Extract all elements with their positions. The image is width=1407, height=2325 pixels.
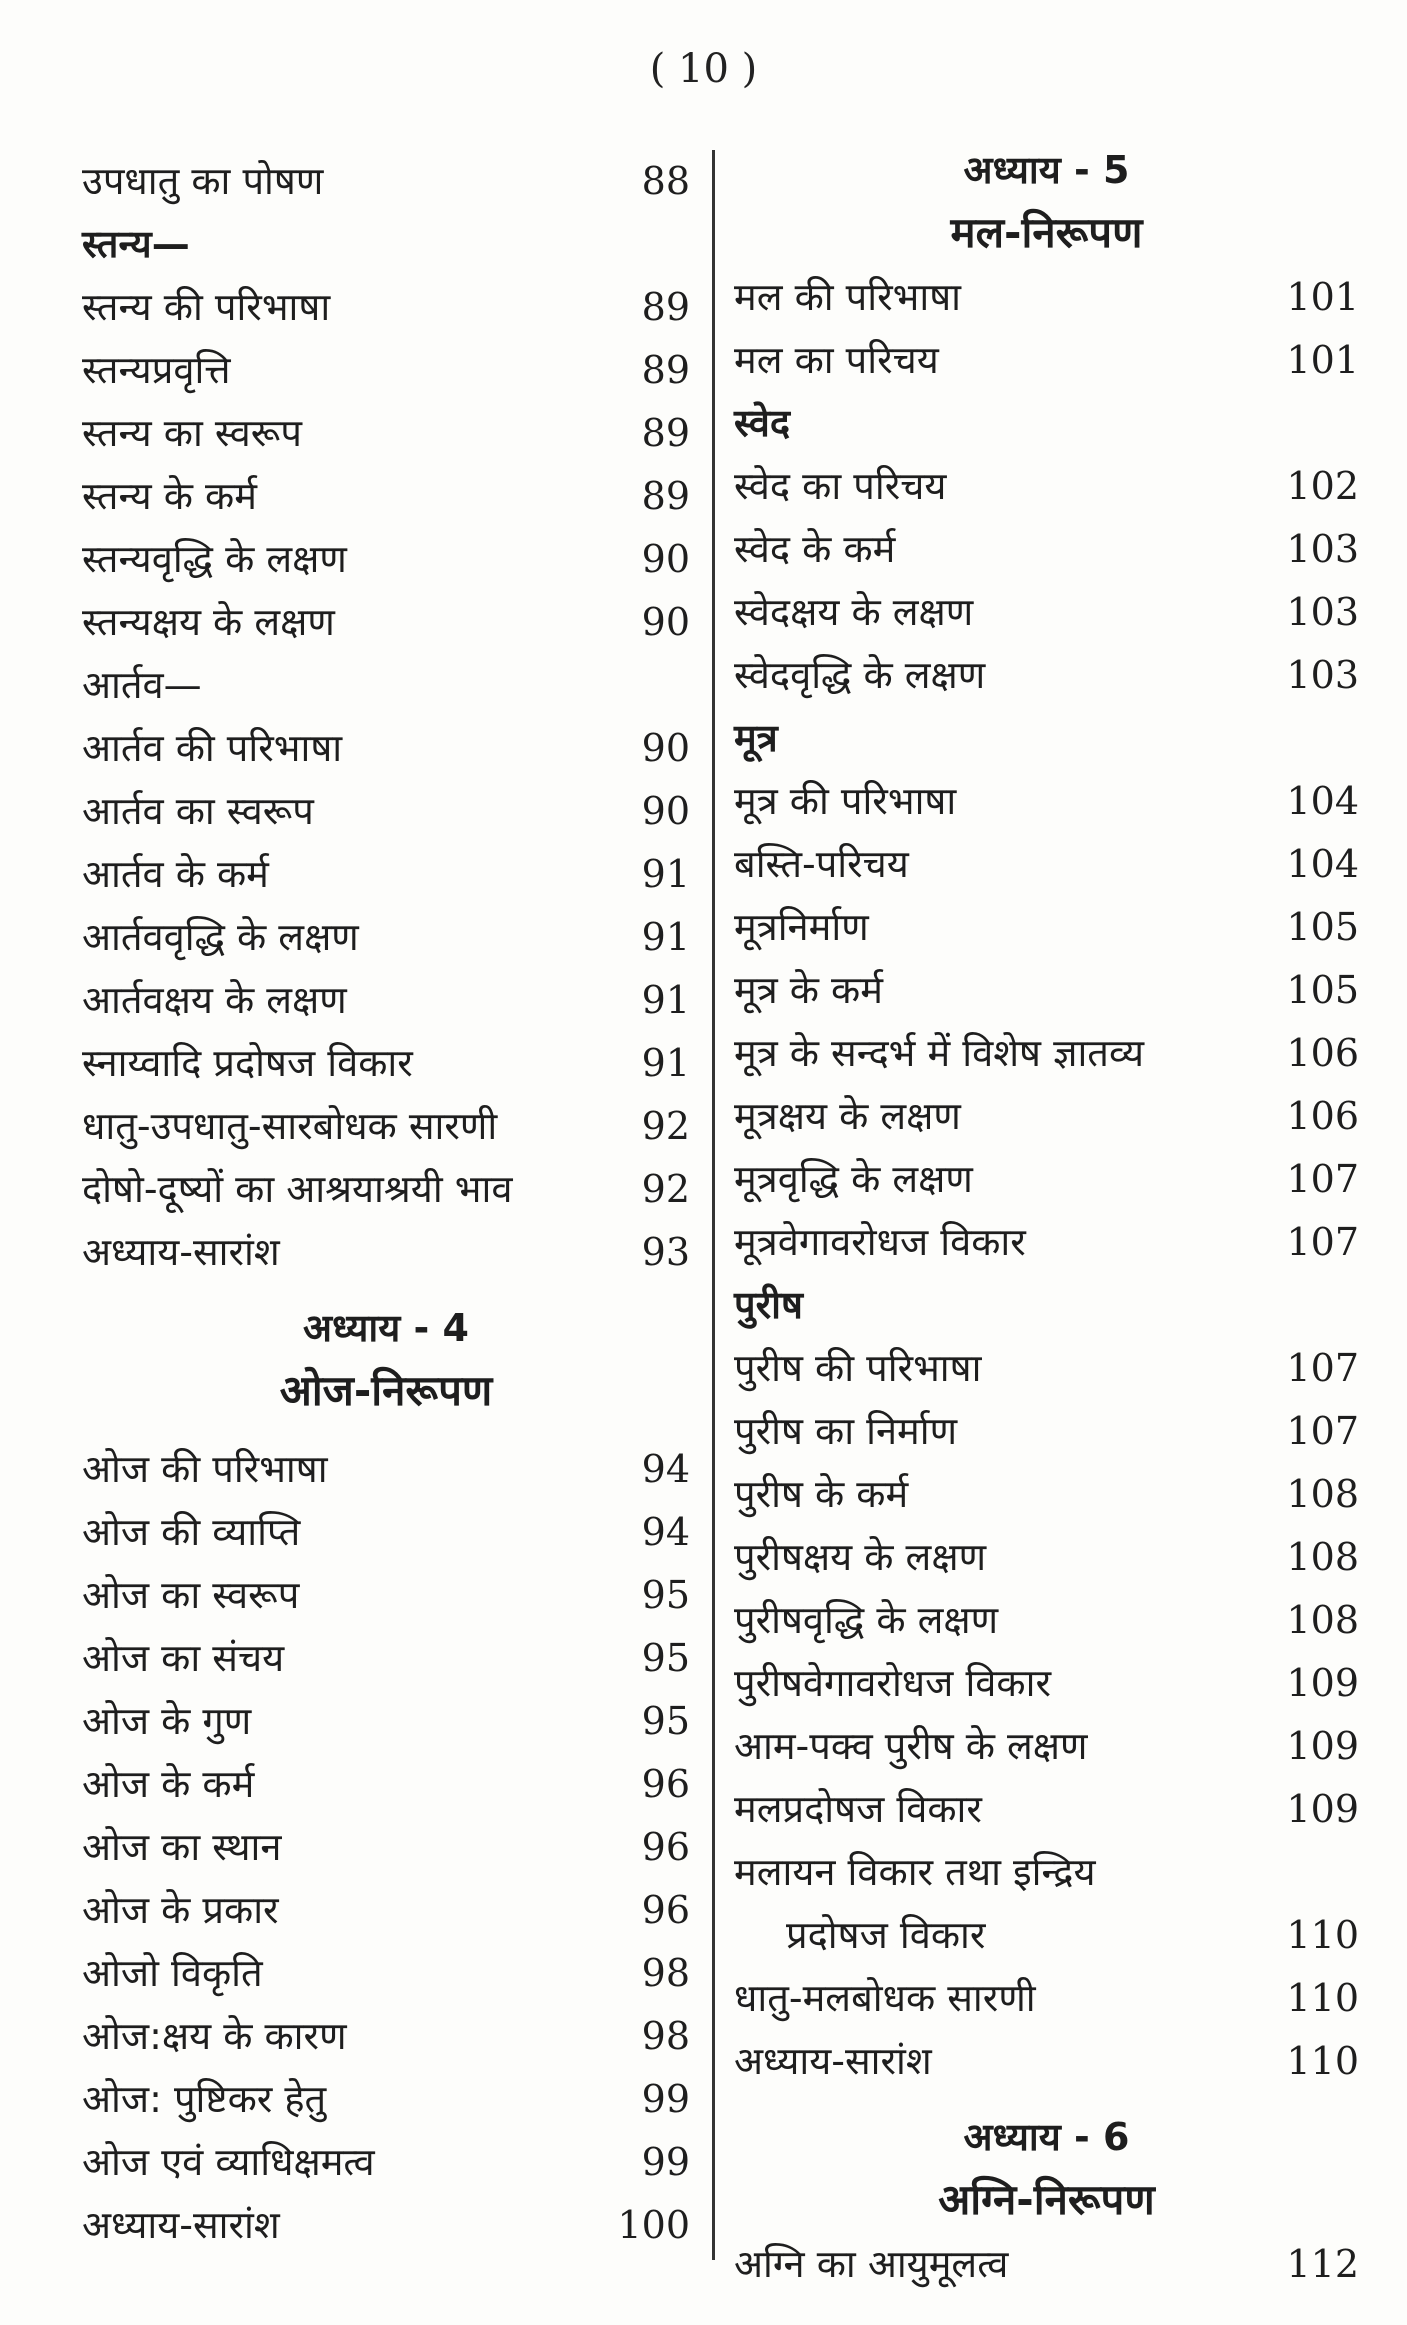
toc-entry [734,1652,1359,1715]
toc-entry-page: 92 [641,1104,690,1148]
toc-entry-label: स्तन्यवृद्धि के लक्षण [82,537,347,581]
toc-entry-label: दोषो-दूष्यों का आश्रयाश्रयी भाव [82,1167,513,1211]
chapter-title: मल-निरूपण [950,208,1143,257]
toc-entry-page: 94 [641,1447,690,1491]
toc-entry [82,906,690,969]
toc-entry-page: 91 [641,978,690,1022]
toc-entry-label: ओज का स्वरूप [82,1573,300,1617]
toc-entry-label: मूत्रनिर्माण [734,905,869,949]
toc-entry [734,329,1359,392]
toc-entry [734,1463,1359,1526]
toc-entry [734,770,1359,833]
toc-entry [734,2233,1359,2296]
toc-entry [734,1211,1359,1274]
toc-group [82,1438,690,2257]
toc-entry-page: 112 [1286,2242,1359,2286]
toc-entry-label: आर्तव का स्वरूप [82,789,314,833]
toc-entry [82,591,690,654]
toc-entry [734,2030,1359,2093]
toc-entry-label: मूत्रक्षय के लक्षण [734,1094,961,1138]
toc-entry [82,339,690,402]
toc-entry-page: 90 [641,600,690,644]
toc-entry-label: ओज: पुष्टिकर हेतु [82,2077,327,2121]
toc-entry-label: मल का परिचय [734,338,939,382]
toc-entry-label: ओजो विकृति [82,1951,263,1995]
toc-entry-page: 110 [1286,2039,1359,2083]
toc-entry [734,518,1359,581]
toc-entry [82,2131,690,2194]
toc-entry-page: 106 [1286,1094,1359,1138]
toc-entry-page: 89 [641,285,690,329]
chapter-heading: अध्याय - 5 [963,148,1130,192]
toc-entry-label: मूत्र की परिभाषा [734,779,957,823]
toc-left-column [82,150,690,2257]
toc-entry-page: 94 [641,1510,690,1554]
toc-entry-page: 95 [641,1573,690,1617]
toc-group [734,266,1359,392]
toc-entry-label: स्वेद का परिचय [734,464,947,508]
toc-entry [82,969,690,1032]
toc-entry-label: मलायन विकार तथा इन्द्रिय [734,1850,1096,1894]
toc-entry-label: मूत्रवृद्धि के लक्षण [734,1157,973,1201]
toc-entry-page: 105 [1286,905,1359,949]
toc-entry [82,1942,690,2005]
toc-entry-label: स्वेद के कर्म [734,527,896,571]
toc-right-column [734,140,1359,2296]
toc-entry [734,266,1359,329]
toc-entry-page: 108 [1286,1535,1359,1579]
toc-entry-page: 108 [1286,1598,1359,1642]
toc-group [734,2233,1359,2296]
toc-entry-page: 106 [1286,1031,1359,1075]
toc-entry-label: स्तन्य की परिभाषा [82,285,331,329]
toc-entry-page: 99 [641,2077,690,2121]
toc-entry-page: 110 [1286,1976,1359,2020]
toc-entry-label: पुरीषवेगावरोधज विकार [734,1661,1051,1705]
toc-entry [734,1148,1359,1211]
toc-entry [82,150,690,213]
toc-entry-page: 96 [641,1762,690,1806]
toc-entry-page: 103 [1286,527,1359,571]
toc-entry [82,1095,690,1158]
toc-entry [734,1715,1359,1778]
toc-entry-label: प्रदोषज विकार [786,1913,986,1957]
toc-entry [734,581,1359,644]
toc-entry [82,1221,690,1284]
toc-entry-label: स्नाय्वादि प्रदोषज विकार [82,1041,413,1085]
toc-entry [734,1841,1359,1904]
toc-entry-page: 91 [641,915,690,959]
chapter-title: अग्नि-निरूपण [938,2175,1155,2224]
toc-entry [82,276,690,339]
toc-entry-label: पुरीषक्षय के लक्षण [734,1535,987,1579]
toc-entry-label: मूत्र के कर्म [734,968,883,1012]
toc-entry [82,2068,690,2131]
toc-entry-page: 89 [641,411,690,455]
toc-entry-page: 100 [617,2203,690,2247]
toc-entry [82,1879,690,1942]
toc-entry-page: 101 [1286,275,1359,319]
toc-entry-page: 108 [1286,1472,1359,1516]
toc-entry-page: 107 [1286,1346,1359,1390]
toc-entry [734,1337,1359,1400]
toc-entry [734,1967,1359,2030]
toc-group [734,770,1359,1274]
toc-entry-label: पुरीषवृद्धि के लक्षण [734,1598,999,1642]
toc-entry [734,833,1359,896]
toc-entry-label: ओज:क्षय के कारण [82,2014,347,2058]
chapter-heading: अध्याय - 4 [303,1306,469,1350]
toc-entry-label: बस्ति-परिचय [734,842,909,886]
toc-group [82,717,690,1284]
toc-entry [82,1753,690,1816]
toc-entry-label: स्तन्यप्रवृत्ति [82,348,231,392]
toc-entry-page: 99 [641,2140,690,2184]
toc-entry-page: 103 [1286,653,1359,697]
toc-entry [734,1400,1359,1463]
toc-entry-page: 109 [1286,1724,1359,1768]
toc-entry-page: 89 [641,474,690,518]
toc-entry [82,1564,690,1627]
toc-entry-label: मूत्र के सन्दर्भ में विशेष ज्ञातव्य [734,1031,1144,1075]
toc-entry [82,1032,690,1095]
toc-entry-page: 107 [1286,1220,1359,1264]
toc-entry-page: 104 [1286,779,1359,823]
toc-entry [734,1778,1359,1841]
toc-entry-label: मूत्रवेगावरोधज विकार [734,1220,1026,1264]
toc-entry [734,896,1359,959]
toc-entry-page: 91 [641,852,690,896]
toc-entry-page: 110 [1286,1913,1359,1957]
toc-entry-label: उपधातु का पोषण [82,159,324,203]
chapter-heading: अध्याय - 6 [963,2115,1130,2159]
toc-entry-label: ओज के कर्म [82,1762,255,1806]
toc-entry-page: 95 [641,1636,690,1680]
toc-entry [82,843,690,906]
toc-entry-label: पुरीष का निर्माण [734,1409,958,1453]
toc-entry [734,455,1359,518]
toc-entry [82,1501,690,1564]
toc-entry-label: पुरीष के कर्म [734,1472,909,1516]
toc-entry [82,1438,690,1501]
toc-entry-page: 103 [1286,590,1359,634]
toc-entry [82,1627,690,1690]
section-heading: पुरीष [734,1283,803,1327]
toc-entry [734,1085,1359,1148]
toc-entry-label: मल की परिभाषा [734,275,962,319]
toc-entry-page: 98 [641,2014,690,2058]
toc-entry-label: स्वेदक्षय के लक्षण [734,590,974,634]
toc-entry-label: अग्नि का आयुमूलत्व [734,2242,1009,2286]
section-heading: स्वेद [734,401,791,445]
toc-entry-page: 98 [641,1951,690,1995]
section-heading: स्तन्य— [82,222,190,266]
toc-entry-label: ओज का स्थान [82,1825,282,1869]
toc-entry [734,1589,1359,1652]
toc-entry-label: ओज की परिभाषा [82,1447,328,1491]
toc-entry [82,465,690,528]
toc-entry [734,1022,1359,1085]
toc-entry [82,528,690,591]
page-number: ( 10 ) [649,46,758,92]
toc-entry [734,644,1359,707]
toc-entry [82,2194,690,2257]
toc-entry-page: 109 [1286,1661,1359,1705]
toc-entry-page: 105 [1286,968,1359,1012]
toc-entry-label: ओज एवं व्याधिक्षमत्व [82,2140,375,2184]
toc-entry-page: 107 [1286,1409,1359,1453]
toc-entry [82,402,690,465]
chapter-title: ओज-निरूपण [279,1366,493,1415]
toc-entry-label: ओज की व्याप्ति [82,1510,301,1554]
toc-entry-page: 96 [641,1825,690,1869]
toc-entry-label: पुरीष की परिभाषा [734,1346,982,1390]
toc-entry-label: स्तन्यक्षय के लक्षण [82,600,335,644]
toc-group [82,150,690,213]
toc-entry [734,1904,1359,1967]
toc-entry-label: स्वेदवृद्धि के लक्षण [734,653,986,697]
toc-entry [82,1816,690,1879]
toc-entry-label: मलप्रदोषज विकार [734,1787,982,1831]
toc-entry-page: 104 [1286,842,1359,886]
toc-entry-page: 93 [641,1230,690,1274]
toc-entry-page: 89 [641,348,690,392]
toc-entry-page: 90 [641,537,690,581]
toc-entry-label: अध्याय-सारांश [82,1230,280,1274]
toc-entry-page: 107 [1286,1157,1359,1201]
toc-entry [82,780,690,843]
toc-entry [734,959,1359,1022]
toc-entry-label: आर्तव के कर्म [82,852,269,896]
toc-entry-page: 102 [1286,464,1359,508]
toc-entry-label: स्तन्य का स्वरूप [82,411,302,455]
toc-group [734,1337,1359,1841]
toc-entry-page: 95 [641,1699,690,1743]
toc-entry-page: 92 [641,1167,690,1211]
toc-entry [82,1690,690,1753]
column-divider [712,150,715,2260]
toc-entry-page: 90 [641,726,690,770]
toc-group [734,455,1359,707]
toc-entry-label: आर्तवक्षय के लक्षण [82,978,347,1022]
toc-group [82,276,690,654]
toc-entry-label: धातु-उपधातु-सारबोधक सारणी [82,1104,498,1148]
toc-entry-page: 91 [641,1041,690,1085]
toc-entry [82,1158,690,1221]
toc-entry [734,1526,1359,1589]
section-heading: आर्तव— [82,663,202,707]
toc-entry-label: आर्तव की परिभाषा [82,726,343,770]
toc-entry-page: 96 [641,1888,690,1932]
toc-entry-page: 90 [641,789,690,833]
toc-entry-label: अध्याय-सारांश [82,2203,280,2247]
toc-entry [82,2005,690,2068]
toc-entry [82,717,690,780]
toc-entry-label: धातु-मलबोधक सारणी [734,1976,1036,2020]
toc-entry-page: 101 [1286,338,1359,382]
toc-entry-label: ओज का संचय [82,1636,285,1680]
toc-entry-page: 109 [1286,1787,1359,1831]
toc-entry-label: ओज के गुण [82,1699,252,1743]
toc-entry-label: आम-पक्व पुरीष के लक्षण [734,1724,1088,1768]
toc-entry-label: आर्तववृद्धि के लक्षण [82,915,359,959]
toc-entry-label: स्तन्य के कर्म [82,474,257,518]
toc-entry-label: अध्याय-सारांश [734,2039,932,2083]
section-heading: मूत्र [734,716,778,760]
toc-group [734,1967,1359,2093]
toc-entry-label: ओज के प्रकार [82,1888,279,1932]
toc-entry-page: 88 [641,159,690,203]
